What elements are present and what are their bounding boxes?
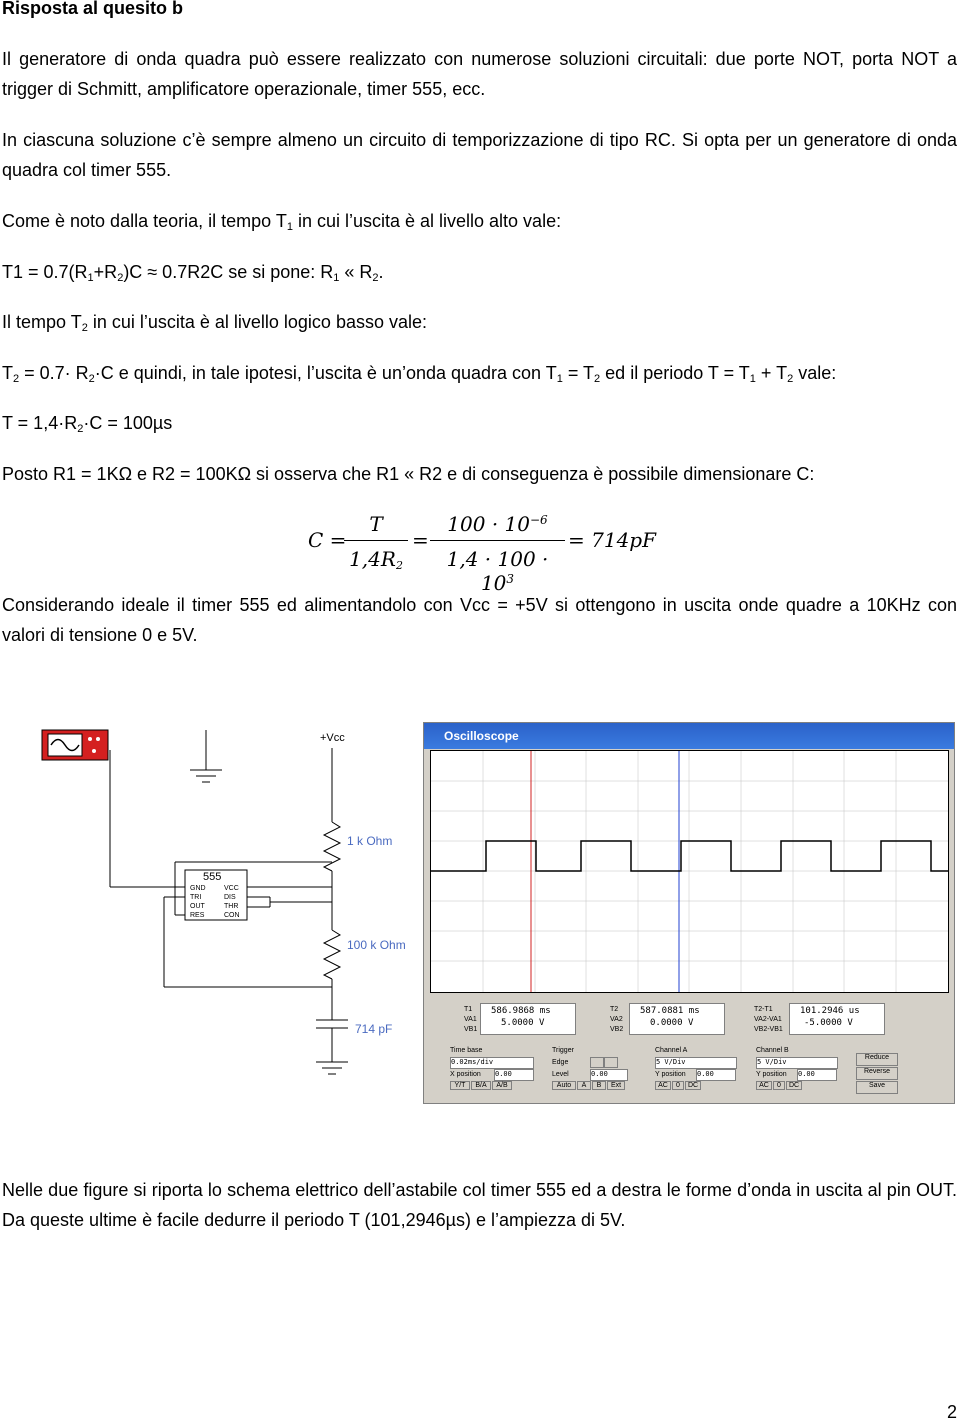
paragraph-1: Il generatore di onda quadra può essere realizzato con numerose soluzioni circuitali: due porte NOT, porta NOT a trigger di Schmitt, amplificatore operazionale, timer 555, ecc.: [2, 49, 957, 99]
paragraph-5: Il tempo $T_2$ in cui l’uscita è al livello logico basso vale:: [2, 312, 427, 334]
timebase-ab-button[interactable]: A/B: [492, 1081, 512, 1090]
capacitor-formula: C = $\frac{T}{1,4R_2}$ = $\frac{100 \cdot 10^{-6}}{1,4 \cdot 100 \cdot 10^3}$ = 714pF: [308, 512, 656, 595]
t1-readout: 586.9868 ms 5.0000 V: [480, 1003, 576, 1035]
timebase-ba-button[interactable]: B/A: [471, 1081, 491, 1090]
ic-label: 555: [203, 871, 222, 883]
channel-a-select[interactable]: 5 V/Div: [655, 1057, 737, 1069]
trigger-edge-label: Edge: [552, 1059, 569, 1066]
timebase-xpos-input[interactable]: 0.00: [494, 1069, 534, 1081]
paragraph-9: Considerando ideale il timer 555 ed alimentandolo con Vcc = +5V si ottengono in uscita onde quadre a 10KHz con valori di tensione 0 e 5V.: [2, 595, 957, 645]
trigger-level-input[interactable]: 0.00: [590, 1069, 628, 1081]
channel-a-ypos-input[interactable]: 0.00: [696, 1069, 736, 1081]
channel-b-dc-button[interactable]: DC: [786, 1081, 802, 1090]
t21-readout: 101.2946 us -5.0000 V: [789, 1003, 885, 1035]
channel-b-ac-button[interactable]: AC: [756, 1081, 772, 1090]
timebase-select[interactable]: 0.02ms/div: [450, 1057, 534, 1069]
t2-readout: 587.0881 ms 0.0000 V: [629, 1003, 725, 1035]
capacitor-label: 714 pF: [355, 1022, 393, 1036]
t21-labels: T2-T1 VA2-VA1 VB2-VB1: [754, 1006, 783, 1033]
paragraph-7: $T = 1,4\cdot R_2\cdot C = 100\mu s$: [2, 413, 173, 435]
trigger-title: Trigger: [552, 1047, 574, 1054]
channel-b-ypos-label: Y position: [756, 1071, 787, 1078]
channel-a-ypos-label: Y position: [655, 1071, 686, 1078]
trigger-rise-button[interactable]: [590, 1057, 604, 1068]
square-wave-trace: [431, 841, 948, 871]
timebase-title: Time base: [450, 1047, 483, 1054]
paragraph-6: $T_2 = 0.7\cdot R_2\cdot C$ e quindi, in tale ipotesi, l’uscita è un’onda quadra con $T_1 = T_2$ ed il periodo $T = T_1 + T_2$ vale:: [2, 363, 837, 385]
fraction-1: $\frac{T}{1,4R_2}$: [344, 512, 408, 572]
page-number: 2: [946, 1402, 957, 1422]
paragraph-2: In ciascuna soluzione c’è sempre almeno un circuito di temporizzazione di tipo RC. Si opta per un generatore di onda quadra col timer 555.: [2, 130, 957, 180]
vcc-label: +Vcc: [320, 732, 345, 744]
oscilloscope-window: [423, 722, 955, 1104]
t2-labels: T2 VA2 VB2: [610, 1006, 624, 1033]
timebase-yt-button[interactable]: Y/T: [450, 1081, 470, 1090]
reverse-button[interactable]: Reverse: [856, 1067, 898, 1080]
trigger-b-button[interactable]: B: [592, 1081, 606, 1090]
trigger-fall-button[interactable]: [604, 1057, 618, 1068]
trigger-auto-button[interactable]: Auto: [552, 1081, 576, 1090]
channel-a-ac-button[interactable]: AC: [655, 1081, 671, 1090]
paragraph-4: $T1 = 0.7(R_1+R_2)C \approx 0.7R2C$ se si pone: $R_1$ « $R_2$.: [2, 262, 384, 284]
channel-a-title: Channel A: [655, 1047, 688, 1054]
timebase-xpos-label: X position: [450, 1071, 481, 1078]
trigger-ext-button[interactable]: Ext: [607, 1081, 625, 1090]
trigger-level-label: Level: [552, 1071, 569, 1078]
reduce-button[interactable]: Reduce: [856, 1053, 898, 1066]
fraction-2: $\frac{100 \cdot 10^{-6}}{1,4 \cdot 100 \cdot 10^3}$: [430, 512, 565, 595]
circuit-schematic: [30, 722, 420, 1102]
channel-a-zero-button[interactable]: 0: [672, 1081, 684, 1090]
paragraph-8: Posto R1 = 1KΩ e R2 = 100KΩ si osserva che R1 « R2 e di conseguenza è possibile dimensionare C:: [2, 464, 815, 484]
r1-label: 1 k Ohm: [347, 834, 393, 848]
paragraph-3: Come è noto dalla teoria, il tempo $T_1$ in cui l’uscita è al livello alto vale:: [2, 211, 562, 233]
oscilloscope-titlebar: Oscilloscope: [424, 723, 954, 749]
channel-b-zero-button[interactable]: 0: [773, 1081, 785, 1090]
channel-a-dc-button[interactable]: DC: [685, 1081, 701, 1090]
trigger-a-button[interactable]: A: [577, 1081, 591, 1090]
paragraph-10: Nelle due figure si riporta lo schema elettrico dell’astabile col timer 555 ed a destra le forme d’onda in uscita al pin OUT. Da queste ultime è facile dedurre il periodo T (101,2946µs) e l’ampiezza di 5V.: [2, 1180, 957, 1230]
channel-b-ypos-input[interactable]: 0.00: [797, 1069, 837, 1081]
ic-pins-left: GND TRI OUT RES: [190, 885, 206, 919]
channel-b-select[interactable]: 5 V/Div: [756, 1057, 838, 1069]
r2-label: 100 k Ohm: [347, 938, 406, 952]
oscilloscope-screen: [430, 750, 949, 993]
ic-pins-right: VCC DIS THR CON: [224, 885, 240, 919]
channel-b-title: Channel B: [756, 1047, 789, 1054]
section-heading: Risposta al quesito b: [2, 0, 184, 18]
t1-labels: T1 VA1 VB1: [464, 1006, 478, 1033]
save-button[interactable]: Save: [856, 1081, 898, 1094]
